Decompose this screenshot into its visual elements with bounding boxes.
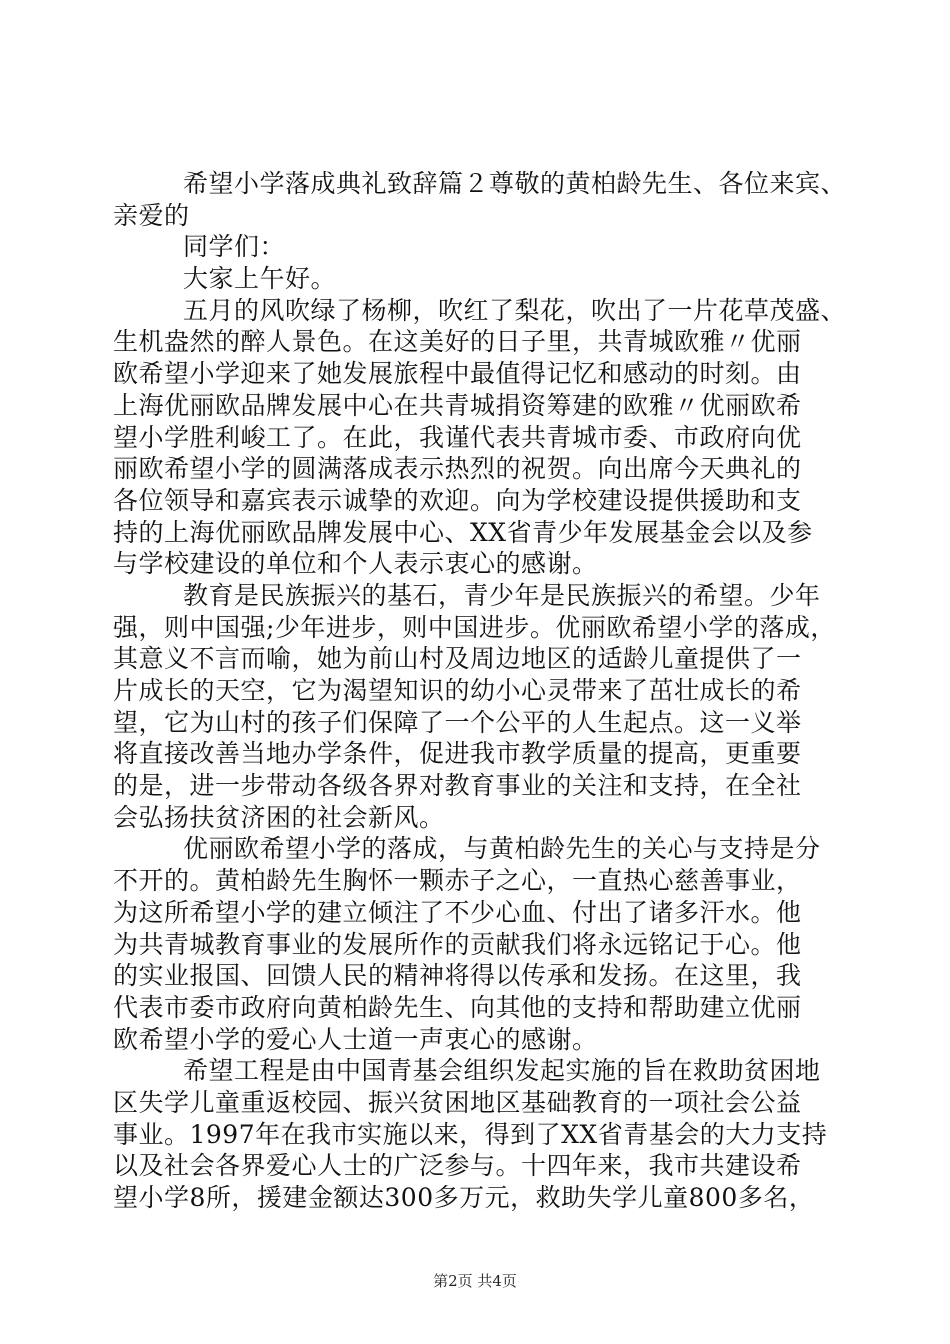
- text-line: 以及社会各界爱心人士的广泛参与。十四年来，我市共建设希: [113, 1151, 802, 1181]
- text-line: 望小学胜利峻工了。在此，我谨代表共青城市委、市政府向优: [113, 422, 802, 452]
- text-line: 大家上午好。: [183, 264, 337, 294]
- text-line: 会弘扬扶贫济困的社会新风。: [113, 802, 445, 832]
- text-line: 不开的。黄柏龄先生胸怀一颗赤子之心，一直热心慈善事业，: [113, 866, 802, 896]
- text-line: 区失学儿童重返校园、振兴贫困地区基础教育的一项社会公益: [113, 1087, 802, 1117]
- text-line: 的实业报国、回馈人民的精神将得以传承和发扬。在这里，我: [113, 961, 802, 991]
- text-line: 教育是民族振兴的基石，青少年是民族振兴的希望。少年: [183, 580, 821, 610]
- text-line: 欧希望小学的爱心人士道一声衷心的感谢。: [113, 1024, 598, 1054]
- text-line: 生机盎然的醉人景色。在这美好的日子里，共青城欧雅〃优丽: [113, 327, 802, 357]
- text-line: 强，则中国强;少年进步，则中国进步。优丽欧希望小学的落成，: [113, 612, 836, 642]
- text-line: 代表市委市政府向黄柏龄先生、向其他的支持和帮助建立优丽: [113, 992, 802, 1022]
- text-line: 片成长的天空，它为渴望知识的幼小心灵带来了茁壮成长的希: [113, 676, 802, 705]
- text-line: 各位领导和嘉宾表示诚挚的欢迎。向为学校建设提供援助和支: [113, 485, 802, 515]
- text-line: 事业。1997年在我市实施以来，得到了XX省青基会的大力支持: [113, 1119, 828, 1149]
- text-line: 希望小学落成典礼致辞篇２尊敬的黄柏龄先生、各位来宾、: [183, 169, 847, 198]
- page-footer: 第2页 共4页: [433, 1272, 517, 1290]
- text-line: 为共青城教育事业的发展所作的贡献我们将永远铭记于心。他: [113, 929, 802, 959]
- text-line: 其意义不言而喻，她为前山村及周边地区的适龄儿童提供了一: [113, 644, 802, 674]
- text-line: 优丽欧希望小学的落成，与黄柏龄先生的关心与支持是分: [183, 834, 821, 864]
- text-line: 同学们：: [183, 232, 286, 262]
- text-line: 五月的风吹绿了杨柳，吹红了梨花，吹出了一片花草茂盛、: [183, 295, 847, 325]
- text-line: 持的上海优丽欧品牌发展中心、XX省青少年发展基金会以及参: [113, 517, 813, 547]
- text-line: 的是，进一步带动各级各界对教育事业的关注和支持，在全社: [113, 771, 802, 801]
- text-line: 丽欧希望小学的圆满落成表示热烈的祝贺。向出席今天典礼的: [113, 454, 802, 484]
- text-line: 希望工程是由中国青基会组织发起实施的旨在救助贫困地: [183, 1056, 821, 1086]
- text-line: 望，它为山村的孩子们保障了一个公平的人生起点。这一义举: [113, 707, 802, 737]
- document-body: [113, 168, 853, 1214]
- text-line: 与学校建设的单位和个人表示衷心的感谢。: [113, 549, 598, 579]
- text-line: 上海优丽欧品牌发展中心在共青城捐资筹建的欧雅〃优丽欧希: [113, 390, 802, 420]
- text-line: 为这所希望小学的建立倾注了不少心血、付出了诸多汗水。他: [113, 897, 802, 927]
- text-line: 亲爱的: [113, 200, 190, 230]
- text-line: 望小学8所，援建金额达300多万元，救助失学儿童800多名，: [113, 1183, 815, 1212]
- text-line: 欧希望小学迎来了她发展旅程中最值得记忆和感动的时刻。由: [113, 359, 802, 389]
- text-line: 将直接改善当地办学条件，促进我市教学质量的提高，更重要: [113, 739, 802, 769]
